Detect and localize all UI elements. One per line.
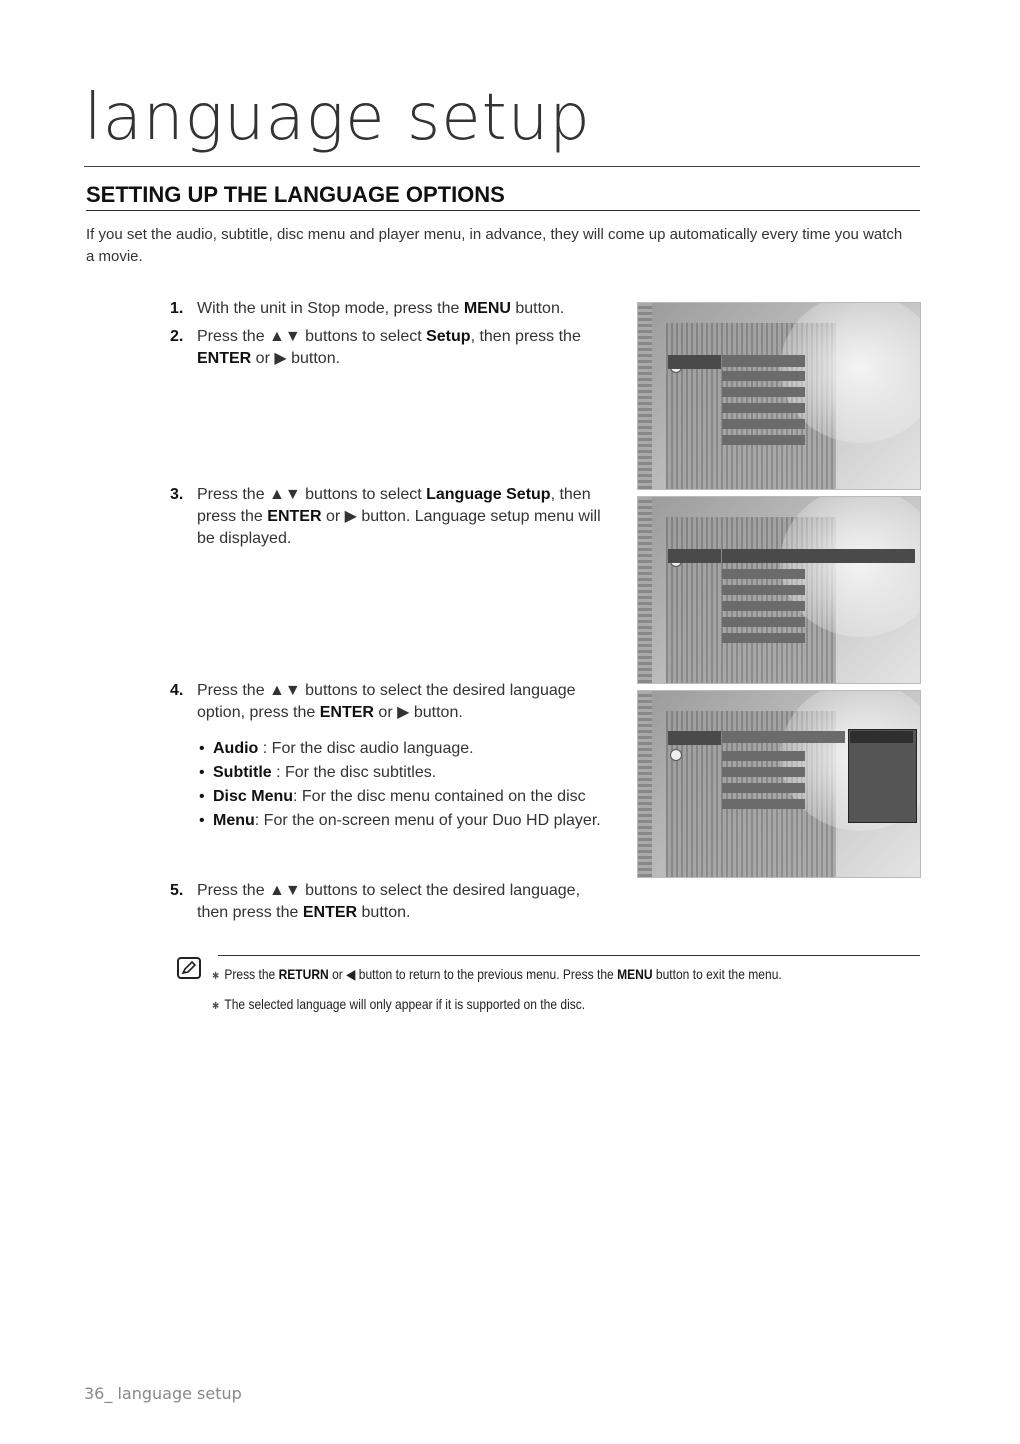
step-2: 2. Press the ▲▼ buttons to select Setup, then press the ENTER or ▶ button. [170,328,581,367]
note-supported-language: ✱ The selected language will only appear if it is supported on the disc. [212,996,586,1012]
step-3: 3. Press the ▲▼ buttons to select Language Setup, then press the ENTER or ▶ button. Language setup menu will be displayed. [170,486,601,547]
intro-paragraph: If you set the audio, subtitle, disc menu and player menu, in advance, they will come up automatically every time you watch a movie. [86,226,903,265]
step-number: 1. [170,300,184,317]
screenshot-language-setup-menu [637,496,921,684]
page-footer: 36_ language setup [84,1384,242,1403]
list-item: • Audio : For the disc audio language. [197,738,610,760]
list-item: • Menu: For the on-screen menu of your Duo HD player. [197,810,610,832]
step-5: 5. Press the ▲▼ buttons to select the desired language, then press the ENTER button. [170,882,581,921]
gear-icon [670,749,682,761]
step-1: 1. With the unit in Stop mode, press the MENU button. [170,298,620,320]
step-number: 4. [170,682,184,699]
list-item: • Disc Menu: For the disc menu contained on the disc [197,786,610,808]
page-title: language setup [84,70,920,167]
note-return: ✱ Press the RETURN or ◀ button to return to the previous menu. Press the MENU button to exit the menu. [212,966,782,982]
screenshot-setup-menu [637,302,921,490]
note-divider [218,955,920,956]
step-4: 4. Press the ▲▼ buttons to select the desired language option, press the ENTER or ▶ button. • Audio : For the disc audio language. • Subtitle : For the disc subtitles. • Disc Menu: For the disc menu contained on the disc • Menu: For the on-screen menu of your Duo HD player. [170,680,610,834]
note-icon [177,957,201,979]
screenshot-language-list [637,690,921,878]
step-number: 5. [170,882,184,899]
step-number: 2. [170,328,184,345]
option-list [197,738,610,832]
step-number: 3. [170,486,184,503]
list-item: • Subtitle : For the disc subtitles. [197,762,610,784]
section-title: SETTING UP THE LANGUAGE OPTIONS [86,180,920,211]
